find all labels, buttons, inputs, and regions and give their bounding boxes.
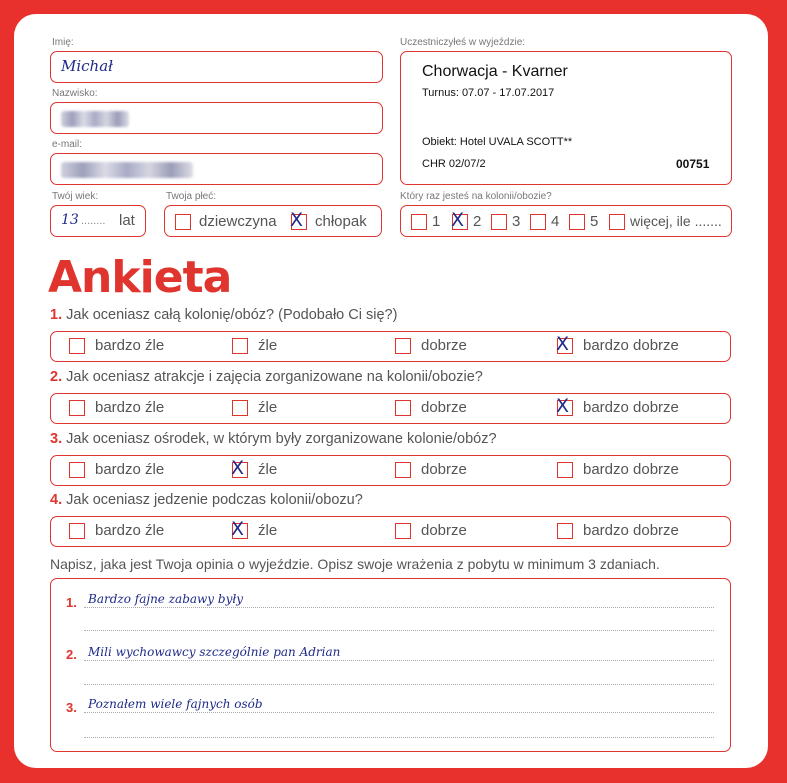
answer-row-2: bardzo źle źle dobrze X bardzo dobrze: [50, 393, 731, 424]
name-field[interactable]: [50, 51, 383, 83]
checkmark-icon: X: [556, 395, 570, 417]
opinion-rule: [84, 607, 714, 608]
trip-name: Chorwacja - Kvarner: [422, 63, 568, 80]
q3-checkbox-bad[interactable]: [231, 457, 248, 479]
trip-code: CHR 02/07/2: [422, 158, 486, 170]
checkmark-icon: X: [556, 333, 570, 355]
name-value: Michał: [61, 57, 114, 75]
surname-label: Nazwisko:: [52, 88, 98, 99]
opinion-rule: [84, 737, 714, 738]
times-option-4: 4: [551, 213, 560, 230]
gender-label: Twoja płeć:: [166, 191, 217, 202]
survey-title: Ankieta: [48, 252, 232, 303]
trip-label: Uczestniczyłeś w wyjeździe:: [400, 37, 526, 48]
age-label: Twój wiek:: [52, 191, 99, 202]
q3-checkbox-very-bad[interactable]: [69, 462, 85, 478]
q1-checkbox-bad[interactable]: [232, 338, 248, 354]
times-option-1: 1: [432, 213, 441, 230]
q2-checkbox-very-good[interactable]: [556, 395, 573, 417]
times-checkbox-5[interactable]: [569, 214, 585, 230]
q2-checkbox-very-bad[interactable]: [69, 400, 85, 416]
gender-checkbox-boy[interactable]: [290, 209, 307, 231]
times-option-more: więcej, ile .......: [630, 213, 722, 229]
checkmark-icon: X: [231, 457, 245, 479]
email-field[interactable]: [50, 153, 383, 185]
gender-option-girl: dziewczyna: [199, 213, 277, 230]
q1-checkbox-very-bad[interactable]: [69, 338, 85, 354]
q1-checkbox-very-good[interactable]: [556, 333, 573, 355]
answer-row-1: bardzo źle źle dobrze X bardzo dobrze: [50, 331, 731, 362]
times-label: Który raz jesteś na kolonii/obozie?: [400, 191, 552, 202]
q1-checkbox-good[interactable]: [395, 338, 411, 354]
opinion-line-2-num: 2.: [66, 647, 77, 662]
opinion-rule: [84, 712, 714, 713]
trip-turnus: Turnus: 07.07 - 17.07.2017: [422, 87, 555, 99]
age-dots: ........: [81, 215, 106, 227]
opinion-line-1-text: Bardzo fajne zabawy były: [88, 592, 244, 606]
checkmark-icon: X: [451, 209, 465, 231]
trip-box: [400, 51, 732, 185]
q2-checkbox-bad[interactable]: [232, 400, 248, 416]
age-value: 13: [61, 212, 79, 228]
answer-row-3: bardzo źle X źle dobrze bardzo dobrze: [50, 455, 731, 486]
times-option-3: 3: [512, 213, 521, 230]
trip-number: 00751: [676, 157, 710, 171]
q4-checkbox-good[interactable]: [395, 523, 411, 539]
opinion-line-3-num: 3.: [66, 700, 77, 715]
times-checkbox-4[interactable]: [530, 214, 546, 230]
question-1: 1. Jak oceniasz całą kolonię/obóz? (Podobało Ci się?): [50, 307, 398, 323]
times-field: [400, 205, 732, 237]
answer-row-4: bardzo źle X źle dobrze bardzo dobrze: [50, 516, 731, 547]
times-option-2: 2: [473, 213, 482, 230]
opinion-rule: [84, 684, 714, 685]
redacted-email: [61, 162, 193, 178]
q2-checkbox-good[interactable]: [395, 400, 411, 416]
gender-checkbox-girl[interactable]: [175, 214, 191, 230]
times-checkbox-3[interactable]: [491, 214, 507, 230]
opinion-line-3-text: Poznałem wiele fajnych osób: [88, 697, 263, 711]
opinion-rule: [84, 630, 714, 631]
question-4: 4. Jak oceniasz jedzenie podczas kolonii/obozu?: [50, 492, 363, 508]
q3-checkbox-very-good[interactable]: [557, 462, 573, 478]
q4-checkbox-bad[interactable]: [231, 518, 248, 540]
name-label: Imię:: [52, 37, 74, 48]
times-checkbox-more[interactable]: [609, 214, 625, 230]
times-checkbox-2[interactable]: [451, 209, 468, 231]
age-field[interactable]: [50, 205, 146, 237]
trip-obiekt: Obiekt: Hotel UVALA SCOTT**: [422, 136, 573, 148]
gender-option-boy: chłopak: [315, 213, 367, 230]
opinion-line-1-num: 1.: [66, 595, 77, 610]
age-unit: lat: [119, 212, 135, 229]
q4-checkbox-very-good[interactable]: [557, 523, 573, 539]
gender-field: [164, 205, 382, 237]
q3-checkbox-good[interactable]: [395, 462, 411, 478]
email-label: e-mail:: [52, 139, 83, 150]
q4-checkbox-very-bad[interactable]: [69, 523, 85, 539]
redacted-surname: [61, 111, 129, 127]
surname-field[interactable]: [50, 102, 383, 134]
opinion-rule: [84, 660, 714, 661]
checkmark-icon: X: [290, 209, 304, 231]
opinion-prompt: Napisz, jaka jest Twoja opinia o wyjeździe. Opisz swoje wrażenia z pobytu w minimum 3 zdaniach.: [50, 556, 660, 572]
question-2: 2. Jak oceniasz atrakcje i zajęcia zorganizowane na kolonii/obozie?: [50, 369, 483, 385]
times-checkbox-1[interactable]: [411, 214, 427, 230]
question-3: 3. Jak oceniasz ośrodek, w którym były zorganizowane kolonie/obóz?: [50, 431, 497, 447]
checkmark-icon: X: [231, 518, 245, 540]
opinion-line-2-text: Mili wychowawcy szczególnie pan Adrian: [88, 645, 341, 659]
times-option-5: 5: [590, 213, 599, 230]
